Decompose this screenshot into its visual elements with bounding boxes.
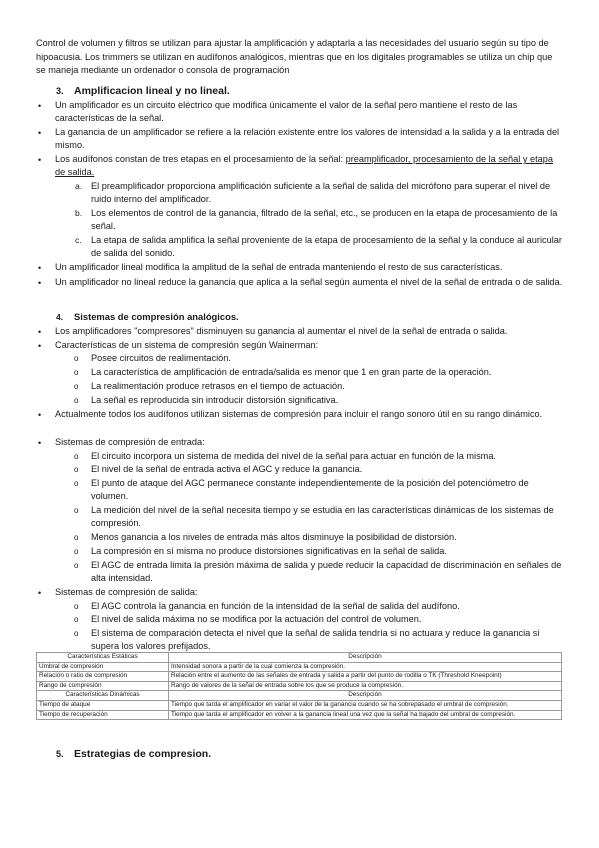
circle-bullet-icon: o: [74, 382, 79, 391]
section-4-heading: [56, 311, 239, 322]
sublist-item: El preamplificador proporciona amplificación suficiente a la señal de salida del micrófono para superar el nivel de ruido interno del amplificador.: [91, 181, 551, 204]
circle-bullet-icon: o: [74, 354, 79, 363]
sublist-item: El AGC controla la ganancia en función de la intensidad de la señal de salida del audífono.: [91, 601, 460, 611]
circle-bullet-icon: o: [74, 396, 79, 405]
sublist-item: La característica de amplificación de entrada/salida es menor que 1 en gran parte de la operación.: [91, 367, 492, 377]
circle-bullet-icon: o: [74, 561, 79, 570]
sublist-label: a.: [75, 181, 83, 191]
sublist-item: La medición del nivel de la señal necesita tiempo y se estudia en las características dinámicas de los sistemas de compresión.: [91, 505, 554, 528]
bullet-icon: •: [38, 588, 42, 598]
circle-bullet-icon: o: [74, 629, 79, 638]
table-cell: Umbral de compresión: [37, 662, 169, 672]
section-number: 5.: [56, 749, 64, 759]
list-item: Un amplificador es un circuito eléctrico que modifica únicamente el valor de la señal pero mantiene el resto de las características de la señal.: [55, 100, 518, 123]
circle-bullet-icon: o: [74, 602, 79, 611]
circle-bullet-icon: o: [74, 615, 79, 624]
circle-bullet-icon: o: [74, 452, 79, 461]
list-item: Un amplificador no lineal reduce la ganancia que aplica a la señal según aumenta el nivel de la señal de entrada o de salida.: [55, 277, 563, 287]
circle-bullet-icon: o: [74, 479, 79, 488]
table-row: [37, 672, 562, 682]
bullet-icon: •: [38, 410, 42, 420]
table-header-row: [37, 653, 562, 663]
circle-bullet-icon: o: [74, 547, 79, 556]
table-cell: Rango de valores de la señal de entrada sobre los que se produce la compresión.: [169, 681, 562, 691]
table-row: [37, 681, 562, 691]
sublist-item: El nivel de la señal de entrada activa el AGC y reduce la ganancia.: [91, 464, 363, 474]
sublist-item: Menos ganancia a los niveles de entrada más altos disminuye la posibilidad de distorsión.: [91, 532, 457, 542]
table-row: [37, 662, 562, 672]
sublist-item: Los elementos de control de la ganancia, filtrado de la señal, etc., se producen en la etapa de procesamiento de la señal.: [91, 208, 558, 231]
table-row: [37, 700, 562, 710]
bullet-icon: •: [38, 278, 42, 288]
circle-bullet-icon: o: [74, 506, 79, 515]
bullet-icon: •: [38, 128, 42, 138]
list-item: [55, 153, 565, 179]
sublist-item: El sistema de comparación detecta el nivel que la señal de salida tendría si no actuara y reduce la ganancia si supera los valores prefijados.: [91, 628, 540, 651]
section-title: Amplificacion lineal y no lineal.: [74, 85, 230, 97]
section-title: Sistemas de compresión analógicos.: [74, 311, 239, 322]
intro-paragraph: Control de volumen y filtros se utilizan para ajustar la amplificación y adaptarla a las necesidades del usuario según su tipo de hipoacusia. Los trimmers se utilizan en audífonos analógicos, mientras que en los digitales programables se utiliza un chip que se maneja mediante un ordenador o consola de programación: [36, 38, 553, 75]
sublist-item: La señal es reproducida sin introducir distorsión significativa.: [91, 395, 339, 405]
section-3-heading: [56, 85, 230, 97]
list-item: Actualmente todos los audífonos utilizan sistemas de compresión para incluir el rango sonoro útil en su rango dinámico.: [55, 409, 543, 419]
list-item: La ganancia de un amplificador se refiere a la relación existente entre los valores de intensidad a la salida y a la entrada del mismo.: [55, 127, 560, 150]
table-cell: Tiempo que tarda el amplificador en variar el valor de la ganancia cuando se ha sobrepasado el umbral de compresión.: [169, 700, 562, 710]
sublist-item: La realimentación produce retrasos en el tiempo de actuación.: [91, 381, 345, 391]
table-cell: Tiempo de ataque: [37, 700, 169, 710]
table-header-cell: Características Dinámicas: [37, 691, 169, 701]
table-cell: Tiempo que tarda el amplificador en volver a la ganancia lineal una vez que la señal ha bajado del umbral de compresión.: [169, 710, 562, 720]
list-item-text: Los audífonos constan de tres etapas en el procesamiento de la señal:: [55, 154, 346, 164]
table-header-cell: Descripción: [169, 653, 562, 663]
table-row: [37, 710, 562, 720]
sublist-item: La etapa de salida amplifica la señal proveniente de la etapa de procesamiento de la señal y la conduce al auricular de salida del sonido.: [91, 235, 562, 258]
circle-bullet-icon: o: [74, 533, 79, 542]
bullet-icon: •: [38, 263, 42, 273]
compression-characteristics-table: [36, 652, 562, 720]
bullet-icon: •: [38, 155, 42, 165]
table-cell: Rango de compresión: [37, 681, 169, 691]
table-cell: Relación o ratio de compresión: [37, 672, 169, 682]
table-header-cell: Descripción: [169, 691, 562, 701]
sublist-label: b.: [75, 208, 83, 218]
bullet-icon: •: [38, 327, 42, 337]
section-number: 3.: [56, 86, 64, 96]
list-item: Un amplificador lineal modifica la amplitud de la señal de entrada manteniendo el resto de sus características.: [55, 262, 503, 272]
section-title: Estrategias de compresion.: [74, 748, 212, 760]
list-item: Sistemas de compresión de salida:: [55, 587, 198, 597]
list-item: Características de un sistema de compresión según Wainerman:: [55, 340, 319, 350]
bullet-icon: •: [38, 438, 42, 448]
list-item: Los amplificadores "compresores" disminuyen su ganancia al aumentar el nivel de la señal de entrada o salida.: [55, 326, 508, 336]
table-cell: Tiempo de recuperación: [37, 710, 169, 720]
circle-bullet-icon: o: [74, 465, 79, 474]
list-item: Sistemas de compresión de entrada:: [55, 437, 205, 447]
bullet-icon: •: [38, 341, 42, 351]
underlined-text: preamplificador, procesamiento de la señal y etapa de salida.: [55, 154, 553, 177]
circle-bullet-icon: o: [74, 368, 79, 377]
sublist-item: Posee circuitos de realimentación.: [91, 353, 231, 363]
table-header-row: [37, 691, 562, 701]
bullet-icon: •: [38, 101, 42, 111]
sublist-item: El circuito incorpora un sistema de medida del nivel de la señal para actuar en función de la misma.: [91, 451, 496, 461]
sublist-label: c.: [75, 235, 82, 245]
sublist-item: La compresión en sí misma no produce distorsiones significativas en la señal de salida.: [91, 546, 447, 556]
sublist-item: El AGC de entrada limita la presión máxima de salida y puede reducir la capacidad de discriminación en señales de alta intensidad.: [91, 560, 562, 583]
table-header-cell: Características Estáticas: [37, 653, 169, 663]
section-5-heading: [56, 748, 211, 760]
section-number: 4.: [56, 312, 64, 322]
table-cell: Relación entre el aumento de las señales de entrada y salida a partir del punto de rodilla o TK (Threshold Kneepoint): [169, 672, 562, 682]
table-cell: Intensidad sonora a partir de la cual comienza la compresión.: [169, 662, 562, 672]
sublist-item: El punto de ataque del AGC permanece constante independientemente de la posición del potenciómetro de volumen.: [91, 478, 529, 501]
sublist-item: El nivel de salida máxima no se modifica por la actuación del control de volumen.: [91, 614, 422, 624]
